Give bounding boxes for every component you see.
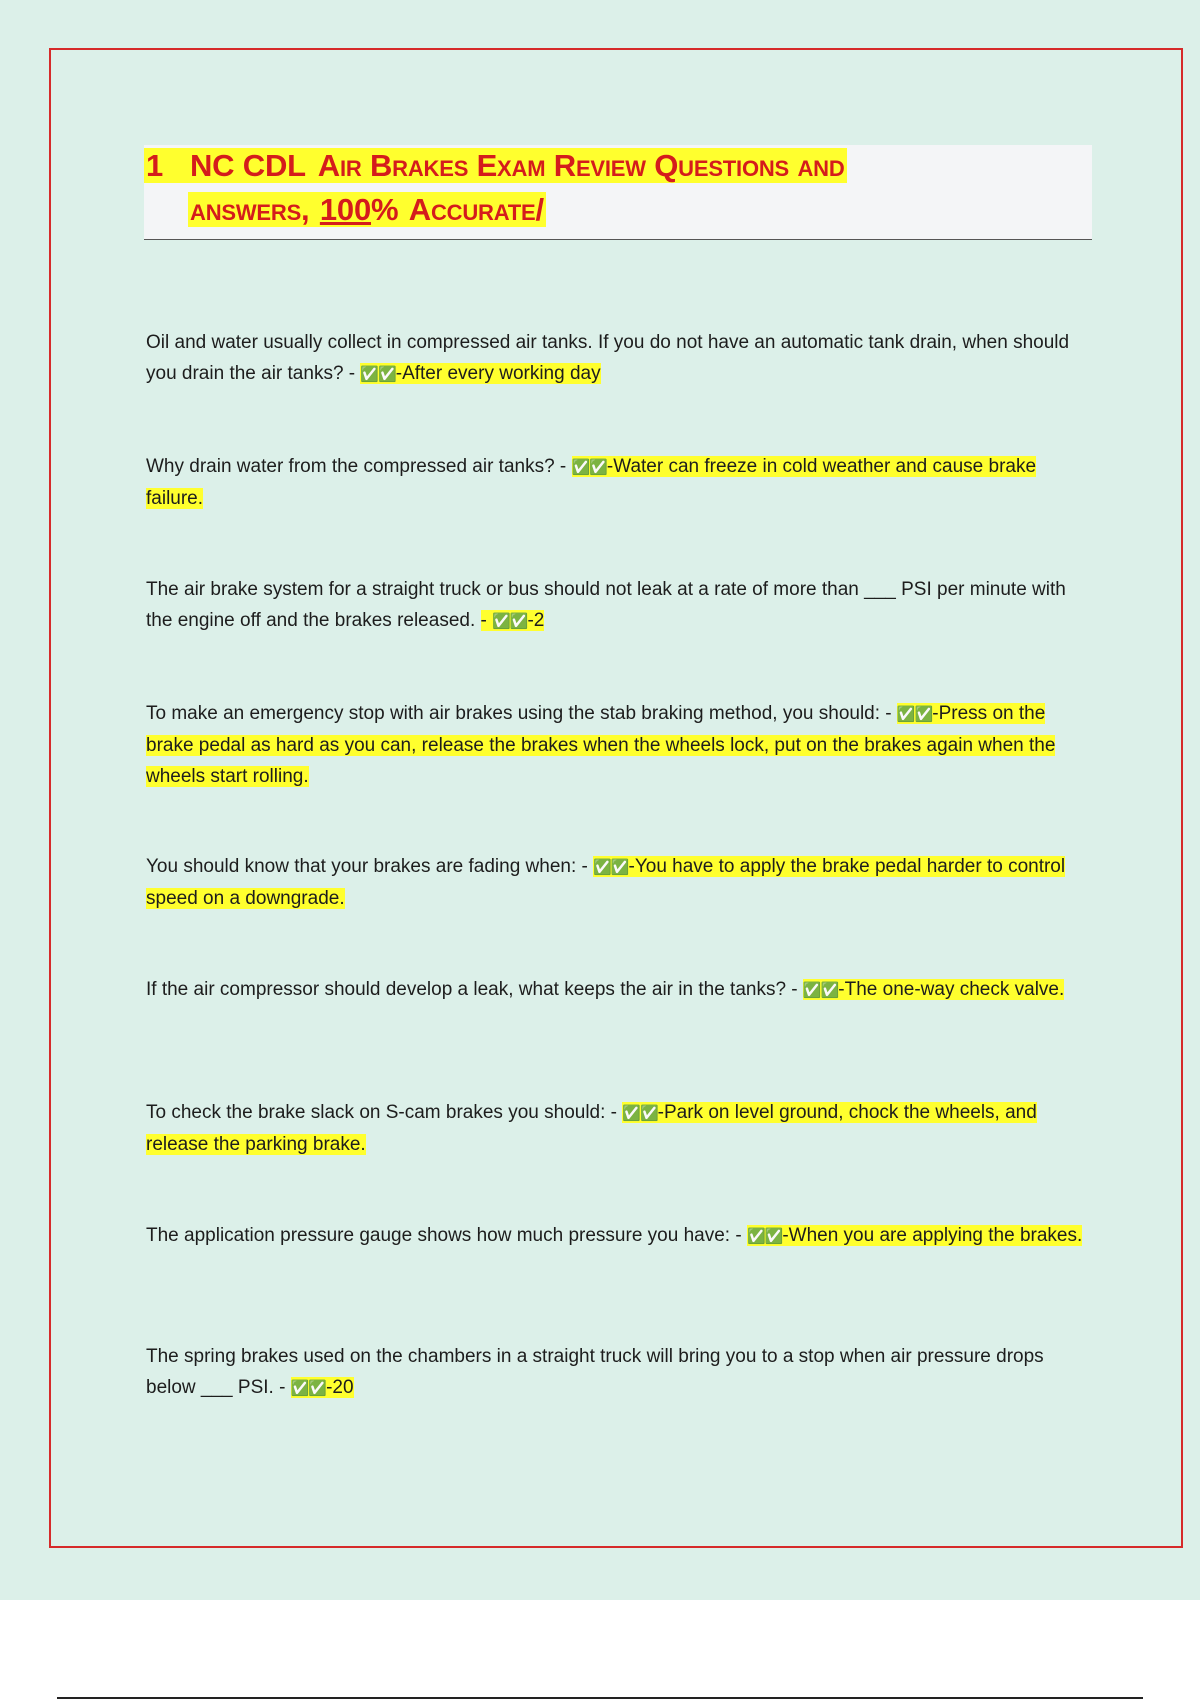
double-check-icon: ✅✅ [802, 981, 839, 999]
answer-text: -When you are applying the brakes. [782, 1225, 1083, 1246]
title-smallcaps-3: Accurate/ [408, 192, 544, 227]
question-text: You should know that your brakes are fading when: - [146, 856, 594, 877]
document-title [144, 145, 1092, 240]
qa-item [146, 974, 1096, 1006]
answer-text: -Press on the brake pedal as hard as you can, release the brakes when the wheels lock, put on the brakes again when the wheels start rolling. [146, 703, 1056, 787]
qa-item [146, 1341, 1096, 1404]
double-check-icon: ✅✅ [746, 1227, 783, 1245]
answer-text: -20 [326, 1377, 354, 1398]
answer-highlight [803, 979, 1064, 1000]
answer-text: -Park on level ground, chock the wheels, and release the parking brake. [146, 1102, 1037, 1155]
double-check-icon: ✅✅ [622, 1104, 658, 1122]
double-check-icon: ✅✅ [360, 365, 396, 383]
answer-prefix: - [480, 610, 493, 631]
qa-item [146, 574, 1096, 637]
qa-item [146, 327, 1096, 390]
answer-text: -2 [527, 610, 545, 631]
qa-item [146, 851, 1096, 914]
page-border [49, 48, 1183, 1548]
title-smallcaps-2: answers, [190, 192, 318, 227]
title-prefix: NC CDL [190, 148, 314, 183]
double-check-icon: ✅✅ [593, 858, 629, 876]
answer-highlight [747, 1225, 1082, 1246]
footer-divider [57, 1697, 1143, 1699]
question-text: If the air compressor should develop a leak, what keeps the air in the tanks? - [146, 979, 803, 1000]
question-text: To check the brake slack on S-cam brakes you should: - [146, 1102, 623, 1123]
answer-highlight [291, 1377, 354, 1398]
question-text: Why drain water from the compressed air tanks? - [146, 456, 572, 477]
title-line-1 [144, 145, 847, 187]
double-check-icon: ✅✅ [492, 612, 528, 630]
question-text: The spring brakes used on the chambers in a straight truck will bring you to a stop when air pressure drops below ___ PSI. - [146, 1346, 1044, 1398]
title-line-2 [188, 189, 546, 231]
answer-text: -You have to apply the brake pedal harder to control speed on a downgrade. [146, 856, 1066, 909]
title-smallcaps-1: Air Brakes Exam Review Questions and [317, 148, 845, 183]
answer-text: -The one-way check valve. [838, 979, 1065, 1000]
title-number-text: 1 [146, 148, 164, 183]
question-text: To make an emergency stop with air brakes using the stab braking method, you should: - [146, 703, 897, 724]
qa-item [146, 1097, 1096, 1160]
title-percent: % [371, 192, 407, 227]
title-underlined-number: 100 [319, 192, 371, 227]
answer-highlight [360, 363, 600, 384]
double-check-icon: ✅✅ [571, 458, 607, 476]
question-text: Oil and water usually collect in compressed air tanks. If you do not have an automatic tank drain, when should you drain the air tanks? - [146, 332, 1070, 384]
title-number [144, 148, 188, 183]
answer-text: -After every working day [395, 363, 601, 384]
answer-highlight [481, 610, 545, 631]
qa-item [146, 698, 1096, 792]
answer-text: -Water can freeze in cold weather and cause brake failure. [146, 456, 1037, 509]
qa-item [146, 1220, 1096, 1252]
double-check-icon: ✅✅ [290, 1379, 327, 1397]
question-text: The air brake system for a straight truck or bus should not leak at a rate of more than ___ PSI per minute with the engine off and the brakes released. [146, 579, 1066, 631]
qa-item [146, 451, 1096, 514]
double-check-icon: ✅✅ [896, 705, 933, 723]
question-text: The application pressure gauge shows how much pressure you have: - [146, 1225, 747, 1246]
